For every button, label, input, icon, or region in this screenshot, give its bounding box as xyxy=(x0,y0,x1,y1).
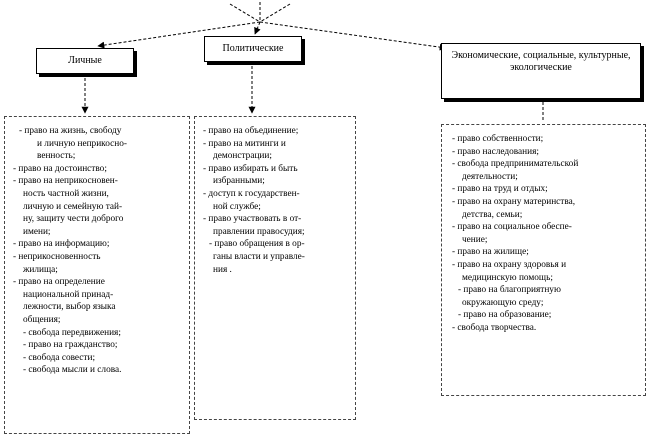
list-item: деятельности; xyxy=(462,171,518,182)
list-item: - право на благоприятную xyxy=(458,285,561,296)
list-item: - доступ к государствен- xyxy=(203,188,300,199)
list-item: правлении правосудия; xyxy=(213,226,305,237)
list-item: - право на жилище; xyxy=(452,247,529,258)
list-item: избранными; xyxy=(213,176,265,187)
root-right-branch xyxy=(260,4,290,22)
list-item: - право на определение xyxy=(13,277,105,288)
list-item: - право на жизнь, свободу xyxy=(19,126,122,136)
list-item: ной службе; xyxy=(213,201,261,212)
list-item: - право избирать и быть xyxy=(203,163,298,174)
list-item: ность частной жизни, xyxy=(23,188,109,199)
arrow-to-political xyxy=(255,22,260,34)
list-item: - право собственности; xyxy=(452,134,544,144)
header-political xyxy=(204,36,302,62)
list-item: окружающую среду; xyxy=(462,297,544,308)
header-personal-label: Личные xyxy=(68,55,102,66)
list-item: - право на митинги и xyxy=(203,138,286,149)
list-item: - свобода творчества. xyxy=(452,322,537,333)
header-political-label: Политические xyxy=(222,43,284,54)
header-economic-label: Экономические, социальные, культурные, экологические xyxy=(451,50,631,73)
list-item: личную и семейную тай- xyxy=(23,201,123,212)
list-item: - право обращения в ор- xyxy=(209,239,305,250)
list-item: - неприкосновенность xyxy=(13,251,101,262)
political-rights-box xyxy=(194,116,356,420)
list-item: - свобода совести; xyxy=(23,352,96,363)
list-item: - право на охрану материнства, xyxy=(452,196,576,207)
header-economic xyxy=(441,43,641,99)
list-item: - право наследования; xyxy=(452,146,539,157)
list-item: - право на неприкосновен- xyxy=(13,176,118,187)
personal-rights-list xyxy=(13,125,185,377)
list-item: - право на достоинство; xyxy=(13,163,107,174)
list-item: - право на информацию; xyxy=(13,239,110,250)
list-item: детства, семьи; xyxy=(462,209,523,220)
list-item: чение; xyxy=(462,234,488,245)
list-item: демонстрации; xyxy=(213,151,272,162)
list-item: ну, защиту чести доброго xyxy=(23,214,124,225)
list-item: лежности, выбор языка xyxy=(23,302,116,313)
list-item: - право на социальное обеспе- xyxy=(452,222,572,233)
list-item: общения; xyxy=(23,314,61,325)
list-item: имени; xyxy=(23,226,51,237)
list-item: венность; xyxy=(37,151,76,162)
list-item: - свобода мысли и слова. xyxy=(23,365,122,376)
list-item: жилища; xyxy=(23,264,58,275)
list-item: - свобода передвижения; xyxy=(23,327,121,338)
economic-rights-list xyxy=(452,133,641,335)
economic-rights-box xyxy=(441,124,646,396)
list-item: - свобода предпринимательской xyxy=(452,159,579,170)
list-item: и личную неприкосно- xyxy=(37,138,127,149)
header-personal xyxy=(36,48,134,74)
political-rights-list xyxy=(203,125,351,276)
list-item: - право на труд и отдых; xyxy=(452,184,548,195)
list-item: - право на гражданство; xyxy=(23,340,118,351)
list-item: - право участвовать в от- xyxy=(203,214,302,225)
list-item: медицинскую помощь; xyxy=(462,272,553,283)
list-item: - право на образование; xyxy=(458,310,552,321)
list-item: ния . xyxy=(213,264,232,275)
personal-rights-box xyxy=(4,116,190,434)
list-item: - право на охрану здоровья и xyxy=(452,259,567,270)
root-left-branch xyxy=(230,4,260,22)
list-item: - право на объединение; xyxy=(203,126,299,136)
list-item: ганы власти и управле- xyxy=(213,251,305,262)
list-item: национальной принад- xyxy=(23,289,114,300)
